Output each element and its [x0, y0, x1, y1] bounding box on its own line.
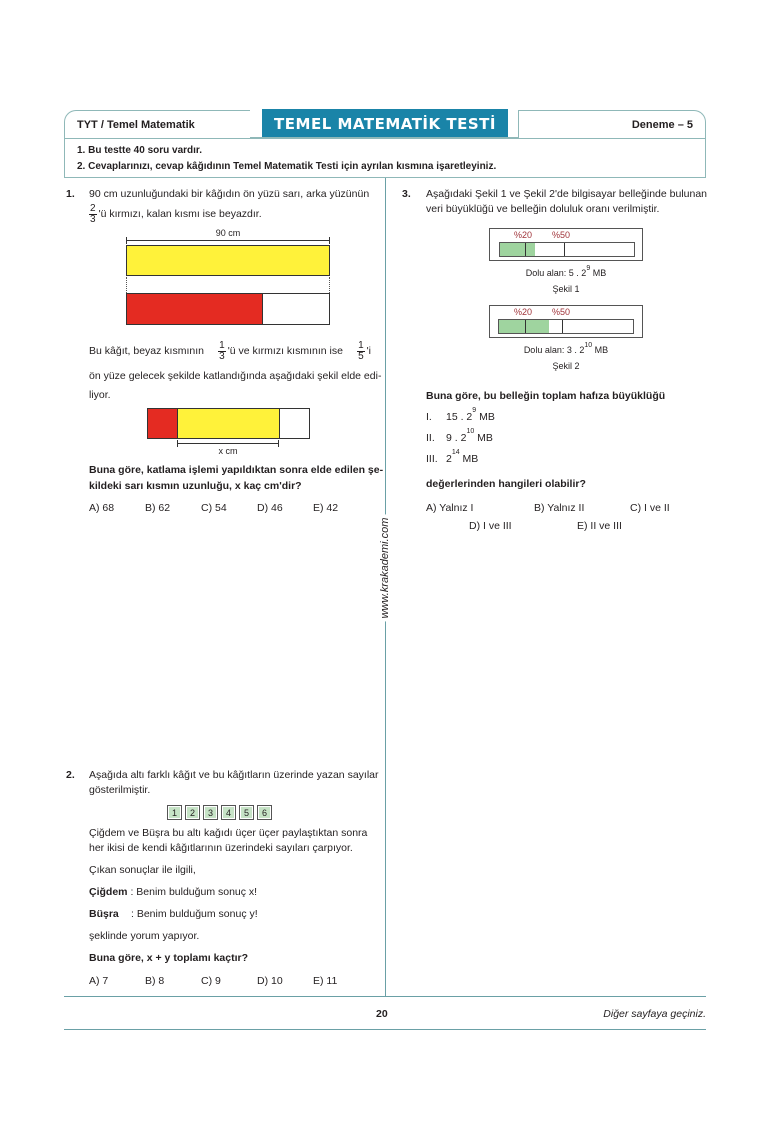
answer-options	[426, 502, 670, 515]
answer-options	[89, 502, 369, 515]
header-exam-number: Deneme – 5	[631, 119, 693, 131]
figure-caption: Dolu alan: 5 . $2^9$ MB	[525, 265, 607, 278]
speaker-name: Büşra	[89, 908, 119, 920]
number-card: 6	[257, 805, 272, 820]
question-text: şeklinde yorum yapıyor.	[89, 930, 200, 942]
question-text: Bu kâğıt, beyaz kısmının $\frac{1}{3}$ 'ü ve kırmızı kısmının ise $\frac{1}{5}$ 'i	[89, 339, 371, 362]
dialogue-line: Büşra : Benim bulduğum sonuç y!	[89, 908, 258, 920]
roman-item-3: III. $2^{14}$ MB	[426, 449, 479, 465]
option-b[interactable]: B) Yalnız II	[534, 502, 585, 514]
header-title: TEMEL MATEMATİK TESTİ	[262, 109, 508, 138]
figure-caption: Dolu alan: 3 . $2^{10}$ MB	[523, 342, 609, 355]
question-text: 90 cm uzunluğundaki bir kâğıdın ön yüzü sarı, arka yüzünün	[89, 188, 370, 200]
memory-figure-1	[489, 228, 643, 261]
option-d[interactable]: D) I ve III	[469, 520, 512, 532]
question-number: 1.	[66, 188, 75, 200]
instructions-box	[64, 138, 706, 178]
paper-back	[126, 293, 330, 325]
option-e[interactable]: E) 42	[313, 502, 339, 514]
roman-item-1: I. 15 . $2^9$ MB	[426, 407, 495, 423]
marker-20	[525, 242, 526, 257]
marker-50	[564, 242, 565, 257]
marker-label-50: %50	[552, 230, 571, 240]
number-cards	[167, 805, 275, 820]
question-prompt: Buna göre, katlama işlemi yapıldıktan sonra elde edilen şe-	[89, 464, 384, 476]
question-prompt: Buna göre, bu belleğin toplam hafıza büyüklüğü	[426, 390, 666, 402]
roman-item-2: II. 9 . $2^{10}$ MB	[426, 428, 493, 444]
fraction: $\frac{1}{5}$	[358, 339, 364, 362]
memory-fill	[500, 243, 535, 256]
question-text: gösterilmiştir.	[89, 784, 151, 796]
next-page-note: Diğer sayfaya geçiniz.	[603, 1008, 706, 1020]
option-c[interactable]: C) 9	[201, 975, 221, 987]
dimension-tick	[126, 237, 127, 244]
page-number: 20	[376, 1008, 388, 1020]
option-a[interactable]: A) Yalnız I	[426, 502, 474, 514]
question-number: 2.	[66, 769, 75, 781]
option-e[interactable]: E) II ve III	[577, 520, 622, 532]
number-card: 4	[221, 805, 236, 820]
folded-paper	[147, 408, 310, 439]
question-text: veri büyüklüğü ve belleğin doluluk oranı verilmiştir.	[426, 203, 660, 215]
answer-options	[89, 975, 369, 988]
figure-title: Şekil 1	[552, 284, 580, 294]
watermark-text: www.krakademi.com	[379, 515, 391, 622]
fraction: $\frac{1}{3}$	[219, 339, 225, 362]
option-a[interactable]: A) 7	[89, 975, 109, 987]
option-e[interactable]: E) 11	[313, 975, 338, 987]
option-b[interactable]: B) 62	[145, 502, 171, 514]
option-d[interactable]: D) 10	[257, 975, 283, 987]
dimension-line	[177, 443, 279, 444]
option-b[interactable]: B) 8	[145, 975, 165, 987]
fraction: $\frac{2}{3}$	[90, 202, 96, 225]
watermark	[377, 503, 393, 633]
folded-yellow	[178, 409, 280, 438]
memory-bar	[498, 319, 634, 334]
question-text: her ikisi de kendi kâğıtlarının üzerindeki sayıları çarpıyor.	[89, 842, 353, 854]
x-length-label: x cm	[218, 446, 238, 456]
marker-label-20: %20	[514, 230, 533, 240]
question-text: Çıkan sonuçlar ile ilgili,	[89, 864, 196, 876]
footer-bottom-line	[64, 1029, 706, 1030]
question-text: ön yüze gelecek şekilde katlandığında aşağıdaki şekil elde edi-	[89, 370, 382, 382]
folded-white	[280, 409, 309, 438]
question-text: Aşağıda altı farklı kâğıt ve bu kâğıtların üzerinde yazan sayılar	[89, 769, 379, 781]
number-card: 3	[203, 805, 218, 820]
dimension-tick	[329, 237, 330, 244]
question-text: Çiğdem ve Büşra bu altı kağıdı üçer üçer paylaştıktan sonra	[89, 827, 368, 839]
number-card: 1	[167, 805, 182, 820]
folded-red	[148, 409, 178, 438]
dimension-line	[126, 240, 330, 241]
marker-label-50: %50	[552, 307, 571, 317]
footer-top-line	[64, 996, 706, 997]
figure-title: Şekil 2	[552, 361, 580, 371]
memory-figure-2	[489, 305, 643, 338]
option-a[interactable]: A) 68	[89, 502, 115, 514]
question-text: liyor.	[89, 389, 111, 401]
dotted-guide	[126, 277, 127, 293]
speaker-name: Çiğdem	[89, 886, 128, 898]
paper-back-red	[127, 294, 263, 324]
marker-50	[562, 319, 563, 334]
number-card: 2	[185, 805, 200, 820]
instruction-2: 2. Cevaplarınızı, cevap kâğıdının Temel Matematik Testi için ayrılan kısmına işaretleyiniz.	[77, 161, 497, 172]
header-subject: TYT / Temel Matematik	[77, 119, 195, 131]
option-c[interactable]: C) I ve II	[630, 502, 670, 514]
paper-back-white	[263, 294, 329, 324]
header-right-box	[518, 110, 706, 138]
marker-label-20: %20	[514, 307, 533, 317]
question-prompt: Buna göre, x + y toplamı kaçtır?	[89, 952, 249, 964]
answer-options	[469, 520, 622, 533]
memory-bar	[499, 242, 635, 257]
instruction-1: 1. Bu testte 40 soru vardır.	[77, 145, 203, 156]
header-left-box	[64, 110, 250, 138]
memory-fill	[499, 320, 549, 333]
dotted-guide	[329, 277, 330, 293]
paper-front-yellow	[126, 245, 330, 276]
figure-length-label: 90 cm	[215, 228, 241, 238]
number-card: 5	[239, 805, 254, 820]
question-prompt: kildeki sarı kısmın uzunluğu, x kaç cm'dir?	[89, 480, 302, 492]
question-text: $\frac{2}{3}$ 'ü kırmızı, kalan kısmı ise beyazdır.	[90, 202, 262, 225]
option-c[interactable]: C) 54	[201, 502, 227, 514]
question-prompt: değerlerinden hangileri olabilir?	[426, 478, 586, 490]
option-d[interactable]: D) 46	[257, 502, 283, 514]
dialogue-line: Çiğdem : Benim bulduğum sonuç x!	[89, 886, 258, 898]
question-number: 3.	[402, 188, 411, 200]
question-text: Aşağıdaki Şekil 1 ve Şekil 2'de bilgisayar belleğinde bulunan	[426, 188, 708, 200]
marker-20	[525, 319, 526, 334]
